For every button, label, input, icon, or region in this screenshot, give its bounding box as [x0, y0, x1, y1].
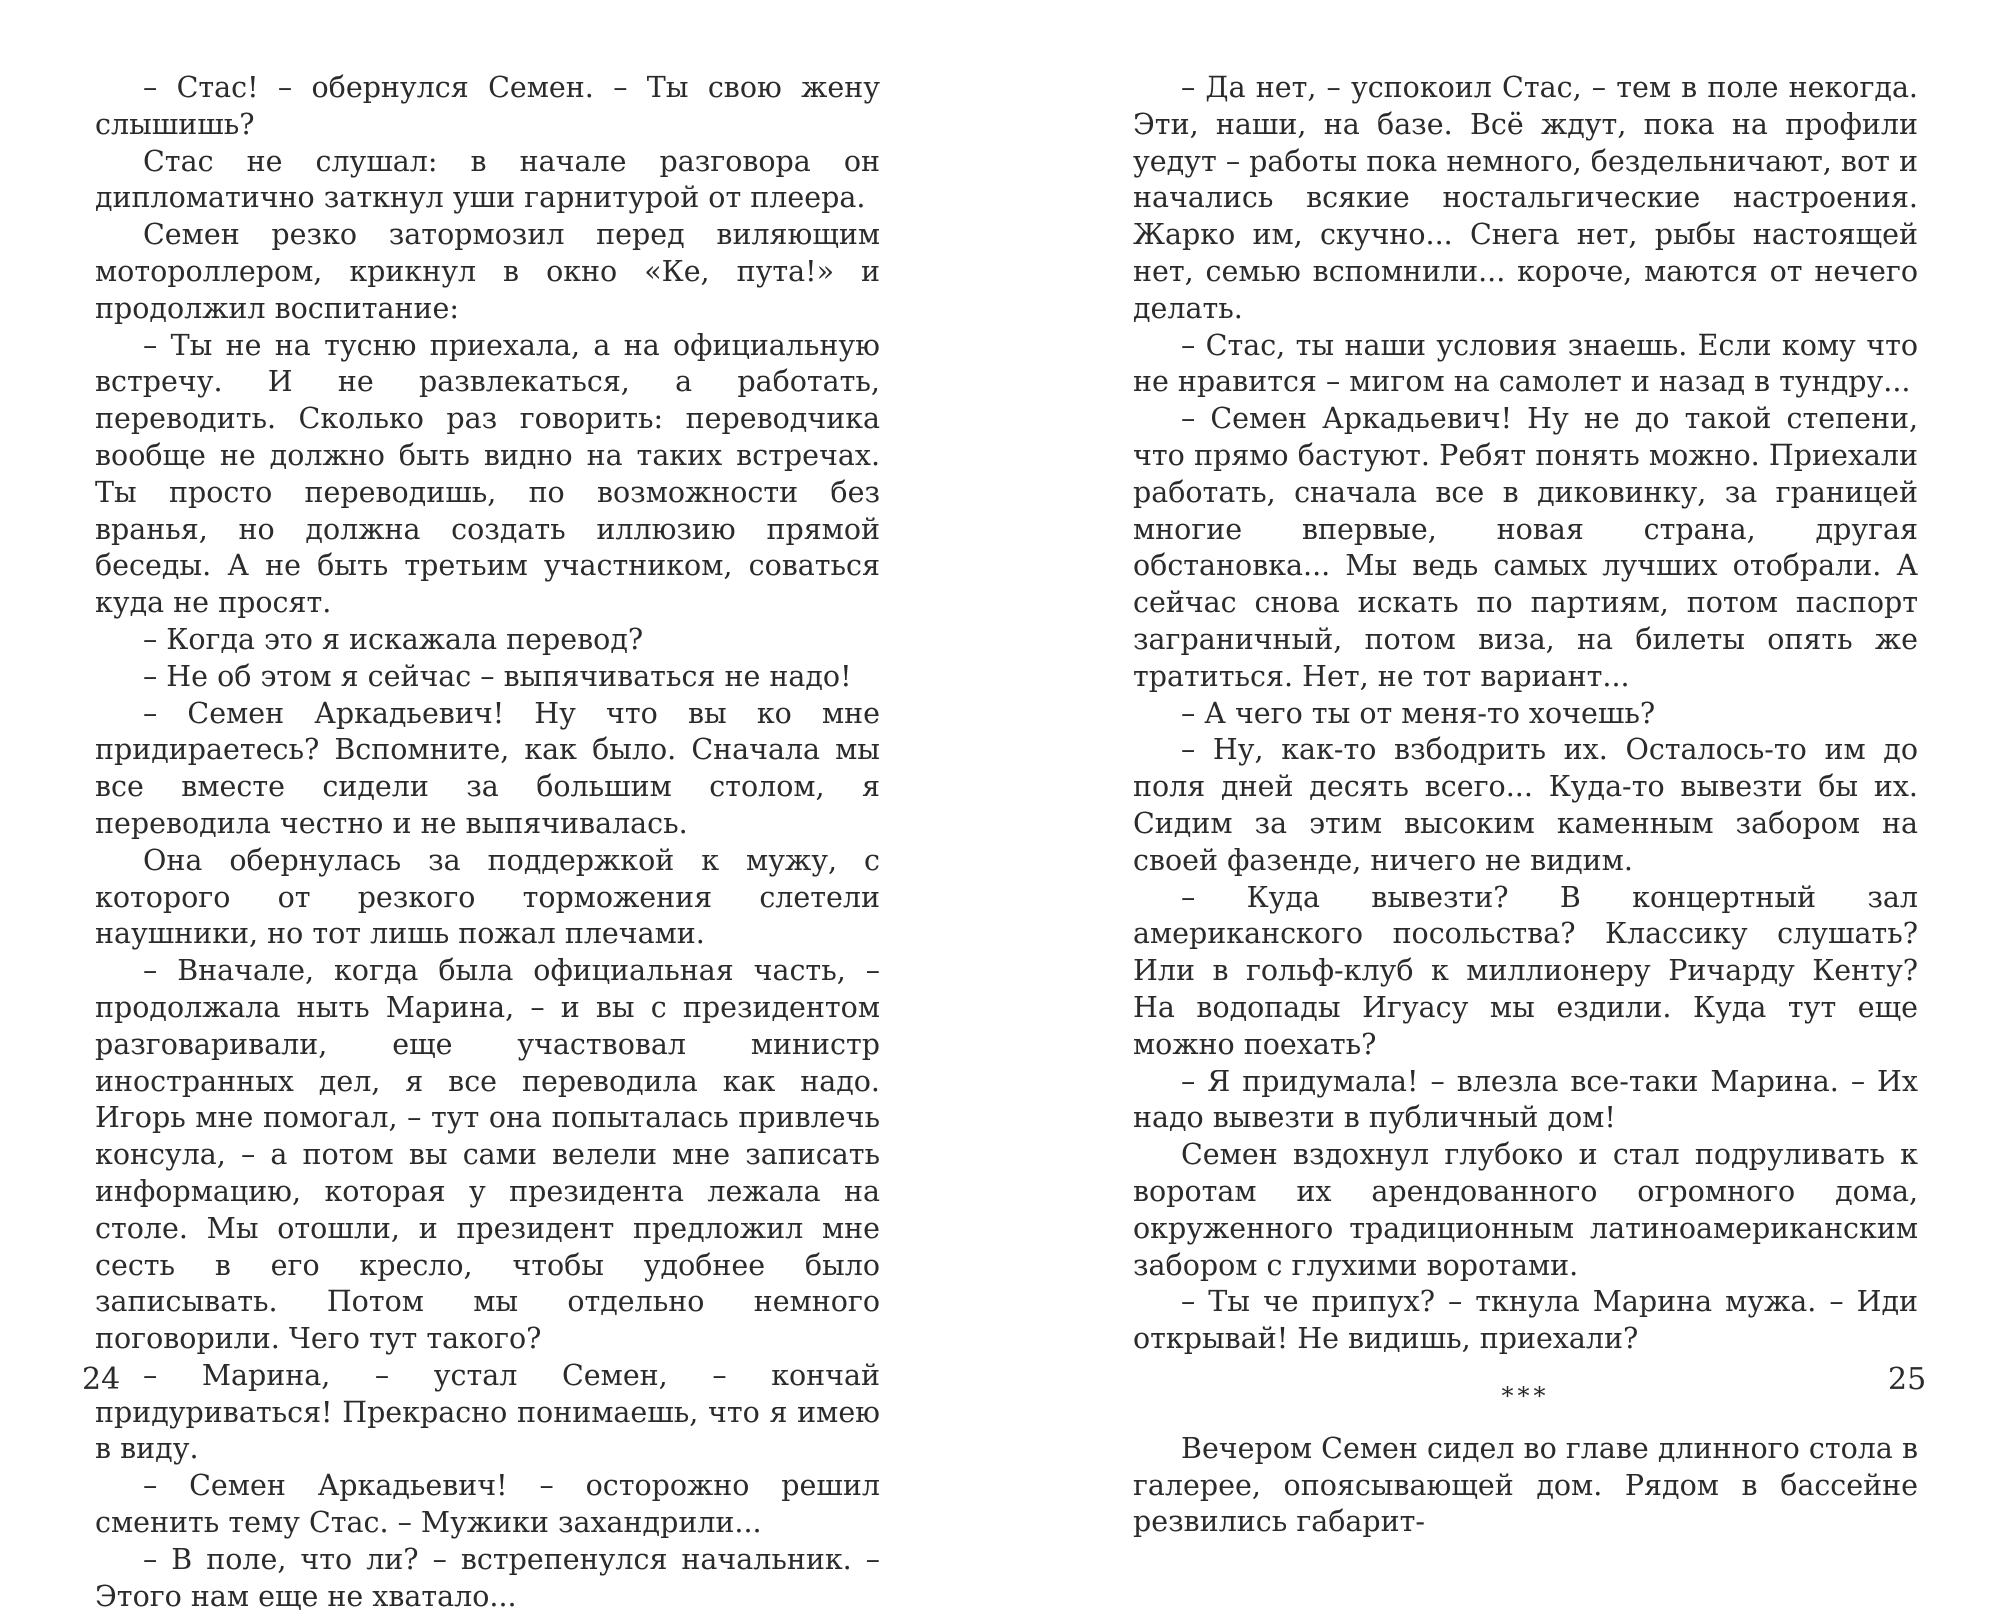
- page-number-right: 25: [1888, 1362, 1927, 1397]
- paragraph: – Ты че припух? – ткнула Марина мужа. – Иди открывай! Не видишь, приехали?: [1133, 1285, 1918, 1356]
- paragraph: Она обернулась за поддержкой к мужу, с которого от резкого торможения слетели наушники, но тот лишь пожал плечами.: [95, 843, 880, 951]
- paragraph: – А чего ты от меня-то хочешь?: [1181, 696, 1656, 730]
- paragraph: – Семен Аркадьевич! Ну не до такой степени, что прямо бастуют. Ребят понять можно. Приехали работать, сначала все в диковинку, за границей многие впервые, новая страна, другая обстановка... Мы ведь самых лучших отобрали. А сейчас снова искать по партиям, потом паспорт заграничный, потом виза, на билеты опять же тратиться. Нет, не тот вариант...: [1133, 402, 1918, 693]
- paragraph: – Куда вывезти? В концертный зал американского посольства? Классику слушать? Или в гольф-клуб к миллионеру Ричарду Кенту? На водопады Игуасу мы ездили. Куда тут еще можно поехать?: [1133, 880, 1918, 1061]
- section-separator: ***: [1501, 1381, 1550, 1410]
- paragraph: Семен резко затормозил перед виляющим мотороллером, крикнул в окно «Ке, пута!» и продолжил воспитание:: [95, 218, 880, 325]
- paragraph: – Не об этом я сейчас – выпячиваться не надо!: [143, 659, 852, 693]
- paragraph: Вечером Семен сидел во главе длинного стола в галерее, опоясывающей дом. Рядом в бассейне резвились габарит-: [1133, 1431, 1918, 1539]
- paragraph: – Ты не на тусню приехала, а на официальную встречу. И не развлекаться, а работать, переводить. Сколько раз говорить: переводчика вообще не должно быть видно на таких встречах. Ты просто переводишь, по возможности без вранья, но должна создать иллюзию прямой беседы. А не быть третьим участником, соваться куда не просят.: [95, 328, 880, 620]
- paragraph: – Семен Аркадьевич! – осторожно решил сменить тему Стас. – Мужики захандрили...: [95, 1469, 880, 1540]
- paragraph: – Стас, ты наши условия знаешь. Если кому что не нравится – мигом на самолет и назад в тундру...: [1133, 328, 1918, 399]
- paragraph: – Вначале, когда была официальная часть, – продолжала ныть Марина, – и вы с президентом разговаривали, еще участвовал министр иностранных дел, я все переводила как надо. Игорь мне помогал, – тут она попыталась привлечь консула, – а потом вы сами велели мне записать информацию, которая у президента лежала на столе. Мы отошли, и президент предложил мне сесть в его кресло, чтобы удобнее было записывать. Потом мы отдельно немного поговорили. Чего тут такого?: [95, 954, 880, 1356]
- paragraph: – Марина, – устал Семен, – кончай придуриваться! Прекрасно понимаешь, что я имею в виду.: [95, 1358, 880, 1466]
- paragraph: Стас не слушал: в начале разговора он дипломатично заткнул уши гарнитурой от плеера.: [95, 144, 880, 215]
- paragraph: – Ну, как-то взбодрить их. Осталось-то им до поля дней десять всего... Куда-то вывезти бы их. Сидим за этим высоким каменным забором на своей фазенде, ничего не видим.: [1133, 733, 1918, 877]
- paragraph: – Стас! – обернулся Семен. – Ты свою жену слышишь?: [95, 71, 880, 141]
- paragraph: – В поле, что ли? – встрепенулся начальник. – Этого нам еще не хватало...: [95, 1542, 880, 1613]
- page-number-left: 24: [82, 1362, 121, 1397]
- paragraph: – Да нет, – успокоил Стас, – тем в поле некогда. Эти, наши, на базе. Всё ждут, пока на профили уедут – работы пока немного, бездельничают, вот и начались всякие ностальгические настроения. Жарко им, скучно... Снега нет, рыбы настоящей нет, семью вспомнили... короче, маются от нечего делать.: [1133, 71, 1918, 325]
- paragraph: – Когда это я искажала перевод?: [143, 622, 644, 656]
- paragraph: Семен вздохнул глубоко и стал подруливать к воротам их арендованного огромного дома, окруженного традиционным латиноамериканским забором с глухими воротами.: [1133, 1138, 1918, 1282]
- paragraph: – Семен Аркадьевич! Ну что вы ко мне придираетесь? Вспомните, как было. Сначала мы все вместе сидели за большим столом, я переводила честно и не выпячивалась.: [95, 696, 880, 840]
- paragraph: – Я придумала! – влезла все-таки Марина. – Их надо вывезти в публичный дом!: [1133, 1064, 1918, 1135]
